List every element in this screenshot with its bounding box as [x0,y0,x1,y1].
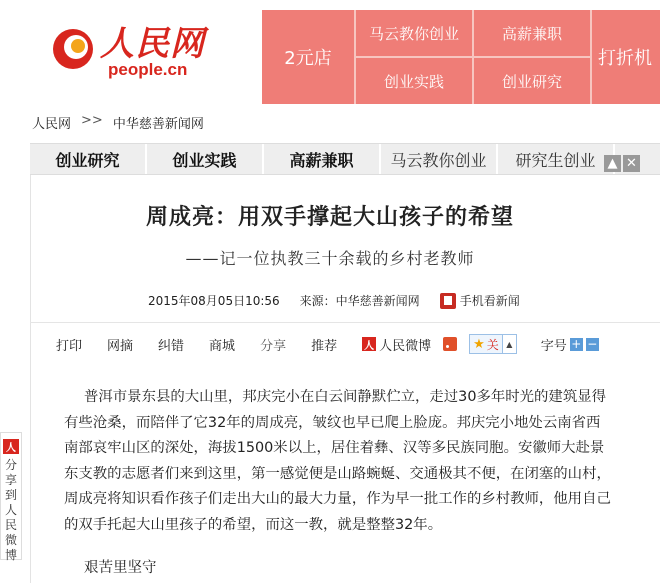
ad-discount[interactable]: 打折机 [592,10,660,104]
breadcrumb [32,113,204,132]
weibo-share-button[interactable] [362,335,431,354]
font-increase-button[interactable]: + [571,337,582,351]
follow-label: 关 [486,337,499,352]
collapse-icon[interactable]: ▲ [604,155,621,172]
breadcrumb-separator: >> [81,113,103,128]
people-logo-icon [50,26,96,72]
topic-nav-bar [30,143,660,175]
ad-high-pay-parttime[interactable]: 高薪兼职 [474,10,590,56]
article-subtitle: ——记一位执教三十余载的乡村老教师 [185,249,475,268]
follow-button[interactable] [469,334,517,354]
nav-mayun-startup[interactable]: 马云教你创业 [381,144,498,174]
ad-banner [262,10,660,104]
people-logo[interactable] [50,14,210,84]
logo-chinese: 人民网 [100,24,205,64]
ad-mayun-startup[interactable]: 马云教你创业 [356,10,472,56]
mobile-read-link[interactable] [440,292,520,309]
weibo-label: 人民微博 [379,338,432,354]
nav-startup-research[interactable]: 创业研究 [30,144,147,174]
article-date: 2015年08月05日10:56 [148,294,280,308]
side-share-label: 分享到人民微博 [4,458,17,562]
nav-high-pay-parttime[interactable]: 高薪兼职 [264,144,381,174]
close-icon[interactable]: ✕ [623,155,640,172]
nav-grad-startup[interactable]: 研究生创业 [498,144,615,174]
font-size-control [541,335,599,354]
mobile-read-label: 手机看新闻 [459,294,520,308]
nav-startup-practice[interactable]: 创业实践 [147,144,264,174]
side-share-widget[interactable] [0,432,22,560]
nav-close-controls [604,155,640,173]
mall-button[interactable]: 商城 [209,338,236,354]
toolbar-divider [30,322,660,323]
weibo-icon: 人 [3,439,19,454]
web-excerpt-button[interactable]: 网摘 [107,338,134,354]
article-section-heading: 艰苦里坚守 [84,560,157,576]
article-meta [148,292,520,309]
breadcrumb-home[interactable]: 人民网 [32,117,72,132]
font-decrease-button[interactable]: − [587,337,598,351]
article-toolbar [56,334,599,354]
correction-button[interactable]: 纠错 [158,338,185,354]
rss-icon[interactable] [443,337,457,351]
ad-startup-research[interactable]: 创业研究 [474,58,590,104]
article-title: 周成亮：用双手撑起大山孩子的希望 [145,205,514,230]
article-paragraph: 普洱市景东县的大山里，邦庆完小在白云间静默伫立，走过30多年时光的建筑显得有些沧桑，而陪伴了它32年的周成亮，皱纹也早已爬上脸庞。邦庆完小地处云南省西南部哀牢山区的深处，海拔1500米以上，居住着彝、汉等多民族同胞。安徽师大赴景东支教的志愿者们来到这里，第一感觉便是山路蜿蜒、交通极其不便，在闭塞的山村，周成亮将知识看作孩子们走出大山的最大力量，作为早一批工作的乡村教师，他用自己的双手托起大山里孩子的希望，而这一教，就是整整32年。 [64,389,611,533]
ad-two-yuan-store[interactable]: 2元店 [262,10,354,104]
recommend-button[interactable]: 推荐 [311,338,338,354]
phone-icon [440,293,456,309]
chevron-up-icon[interactable]: ▲ [502,335,516,353]
weibo-icon: 人 [362,337,376,351]
star-icon: ★ [473,336,485,352]
ad-startup-practice[interactable]: 创业实践 [356,58,472,104]
font-size-label: 字号 [540,338,567,354]
share-label: 分享 [260,338,287,354]
print-button[interactable]: 打印 [56,338,83,354]
breadcrumb-section[interactable]: 中华慈善新闻网 [112,117,204,132]
logo-english: people.cn [108,60,188,79]
site-header [0,0,660,105]
article-source: 来源：中华慈善新闻网 [299,294,420,308]
